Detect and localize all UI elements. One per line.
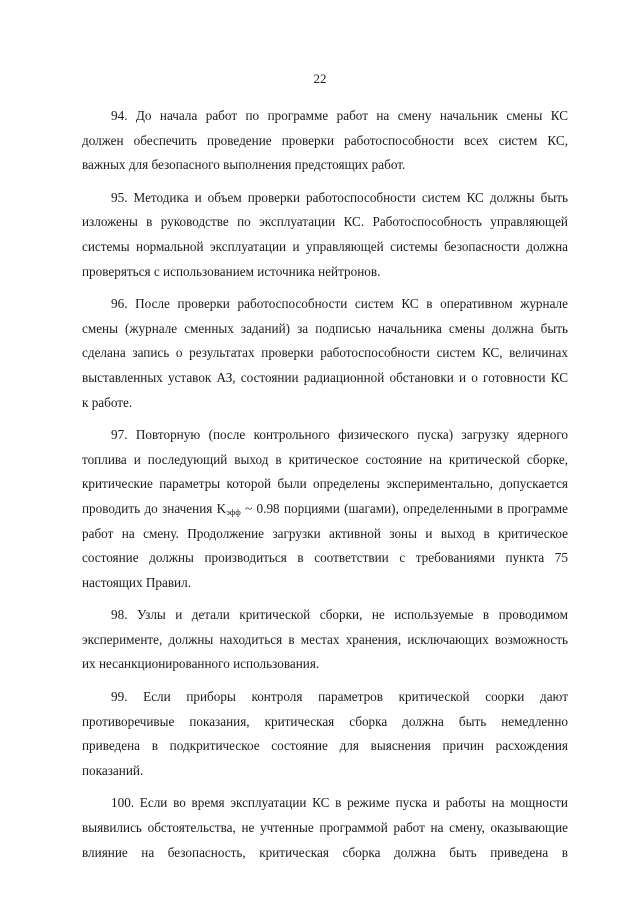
text-line: смены (журнале сменных заданий) за подписью начальника смены должна быть	[82, 320, 568, 336]
text-line: системы нормальной эксплуатации и управляющей системы безопасности должна	[82, 238, 568, 254]
paragraph	[82, 791, 568, 865]
subscript: эфф	[226, 506, 241, 517]
document-body	[82, 104, 568, 873]
text-line: 98. Узлы и детали критической сборки, не используемые в проводимом	[111, 607, 568, 623]
text-line: проверяться с использованием источника нейтронов.	[82, 263, 381, 279]
text-line: топлива и последующий выход в критическое состояние на критической сборке,	[82, 451, 568, 467]
paragraph	[82, 685, 568, 783]
text-line: их несанкционированного использования.	[82, 656, 320, 672]
text-line: выставленных уставок АЗ, состоянии радиационной обстановки и о готовности КС	[82, 369, 568, 385]
text-line: 96. После проверки работоспособности систем КС в оперативном журнале	[111, 296, 568, 312]
text-line: к работе.	[82, 394, 133, 410]
paragraph	[82, 186, 568, 284]
text-line: 94. До начала работ по программе работ на смену начальник смены КС	[111, 108, 568, 123]
text-line: влияние на безопасность, критическая сборка должна быть приведена в	[82, 844, 568, 860]
text-line: эксперименте, должны находиться в местах хранения, исключающих возможность	[82, 631, 568, 647]
paragraph	[82, 423, 568, 595]
text-line: критические параметры которой были определены экспериментально, допускается	[82, 476, 568, 492]
text-line: 100. Если во время эксплуатации КС в режиме пуска и работы на мощности	[111, 795, 568, 811]
text-line: проводить до значения $K_{эфф}$ ~ 0.98 порциями (шагами), определенными в программе	[82, 500, 568, 517]
paragraph	[82, 292, 568, 415]
text-line: сделана запись о результатах проверки работоспособности систем КС, величинах	[82, 345, 568, 361]
paragraph	[82, 603, 568, 677]
text-line: настоящих Правил.	[82, 574, 191, 590]
paragraph	[82, 104, 568, 178]
text-line: состояние должны производиться в соответствии с требованиями пункта 75	[82, 550, 568, 566]
text-line: 99. Если приборы контроля параметров критической соорки дают	[111, 689, 568, 705]
page-number: 22	[313, 71, 327, 86]
text-line: 95. Методика и объем проверки работоспособности систем КС должны быть	[111, 189, 568, 205]
text-line: должен обеспечить проведение проверки работоспособности всех систем КС,	[82, 132, 568, 148]
text-line: изложены в руководстве по эксплуатации КС. Работоспособность управляющей	[82, 214, 568, 230]
text-line: важных для безопасного выполнения предстоящих работ.	[82, 157, 406, 173]
text-line: показаний.	[82, 762, 144, 778]
text-line: 97. Повторную (после контрольного физического пуска) загрузку ядерного	[111, 427, 568, 443]
text-line: приведена в подкритическое состояние для выяснения причин расхождения	[82, 738, 568, 754]
text-line: работ на смену. Продолжение загрузки активной зоны и выход в критическое	[82, 525, 568, 541]
text-line: выявились обстоятельства, не учтенные программой работ на смену, оказывающие	[82, 820, 568, 836]
text-line: противоречивые показания, критическая сборка должна быть немедленно	[82, 713, 568, 729]
